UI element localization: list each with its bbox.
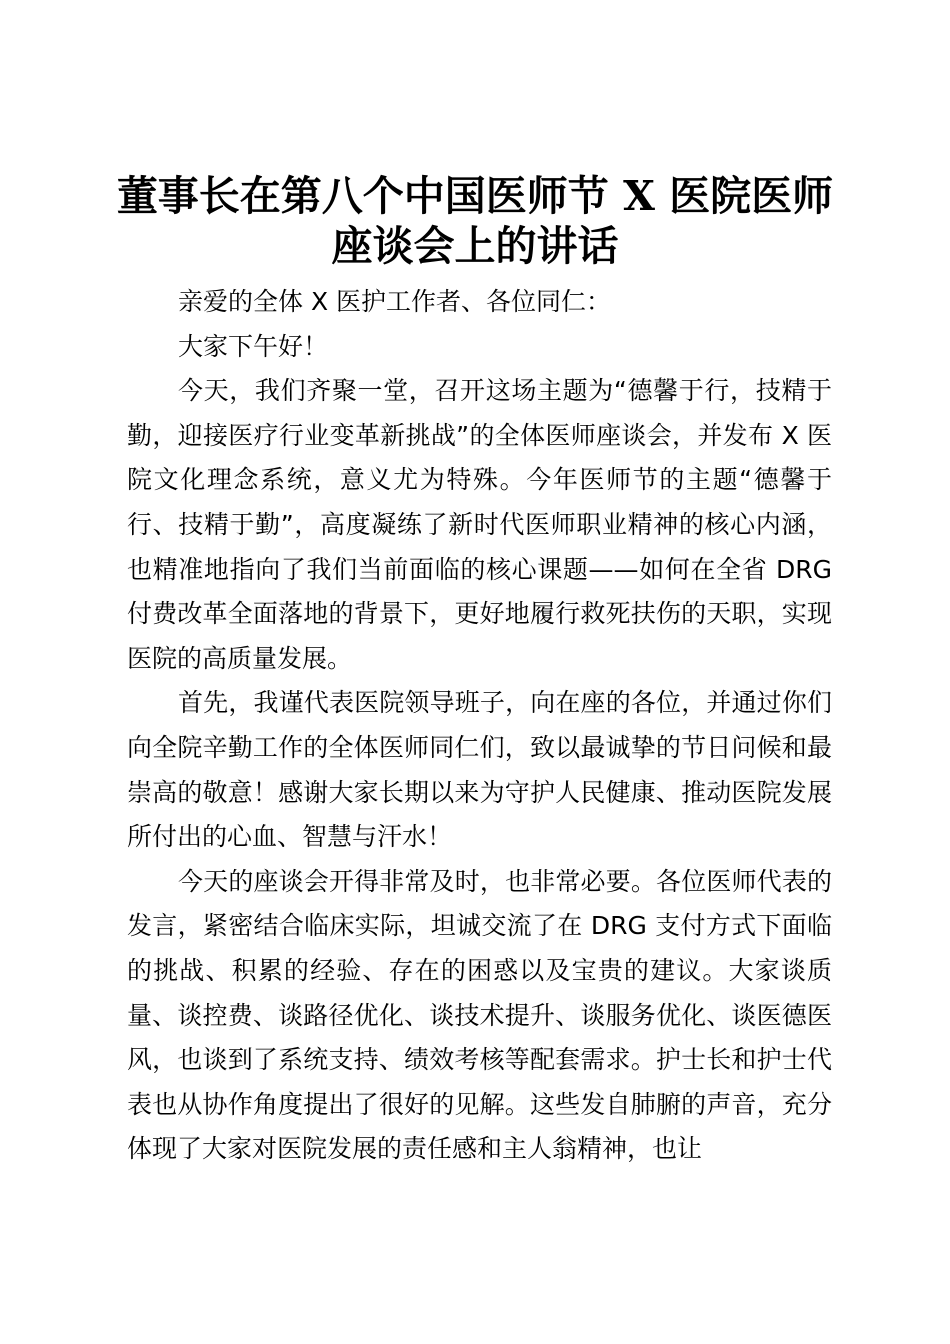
paragraph: 首先，我谨代表医院领导班子，向在座的各位，并通过你们向全院辛勤工作的全体医师同仁们，致以最诚挚的节日问候和最崇高的敬意！感谢大家长期以来为守护人民健康、推动医院发展所付出的心血、智慧与汗水！	[127, 688, 832, 852]
document-title-line-1: 董事长在第八个中国医师节 X 医院医师	[116, 172, 834, 220]
document-title-line-2: 座谈会上的讲话	[331, 222, 619, 270]
paragraph: 今天，我们齐聚一堂，召开这场主题为“德馨于行，技精于勤，迎接医疗行业变革新挑战”的全体医师座谈会，并发布 X 医院文化理念系统，意义尤为特殊。今年医师节的主题“德馨于行、技精于勤”，高度凝练了新时代医师职业精神的核心内涵，也精准地指向了我们当前面临的核心课题——如何在全省 DRG 付费改革全面落地的背景下，更好地履行救死扶伤的天职，实现医院的高质量发展。	[127, 376, 832, 673]
document-body	[127, 280, 832, 1172]
paragraph: 今天的座谈会开得非常及时，也非常必要。各位医师代表的发言，紧密结合临床实际，坦诚交流了在 DRG 支付方式下面临的挑战、积累的经验、存在的困惑以及宝贵的建议。大家谈质量、谈控费、谈路径优化、谈技术提升、谈服务优化、谈医德医风，也谈到了系统支持、绩效考核等配套需求。护士长和护士代表也从协作角度提出了很好的见解。这些发自肺腑的声音，充分体现了大家对医院发展的责任感和主人翁精神，也让	[127, 866, 832, 1164]
greeting: 大家下午好！	[178, 331, 329, 361]
salutation: 亲爱的全体 X 医护工作者、各位同仁：	[178, 287, 612, 316]
